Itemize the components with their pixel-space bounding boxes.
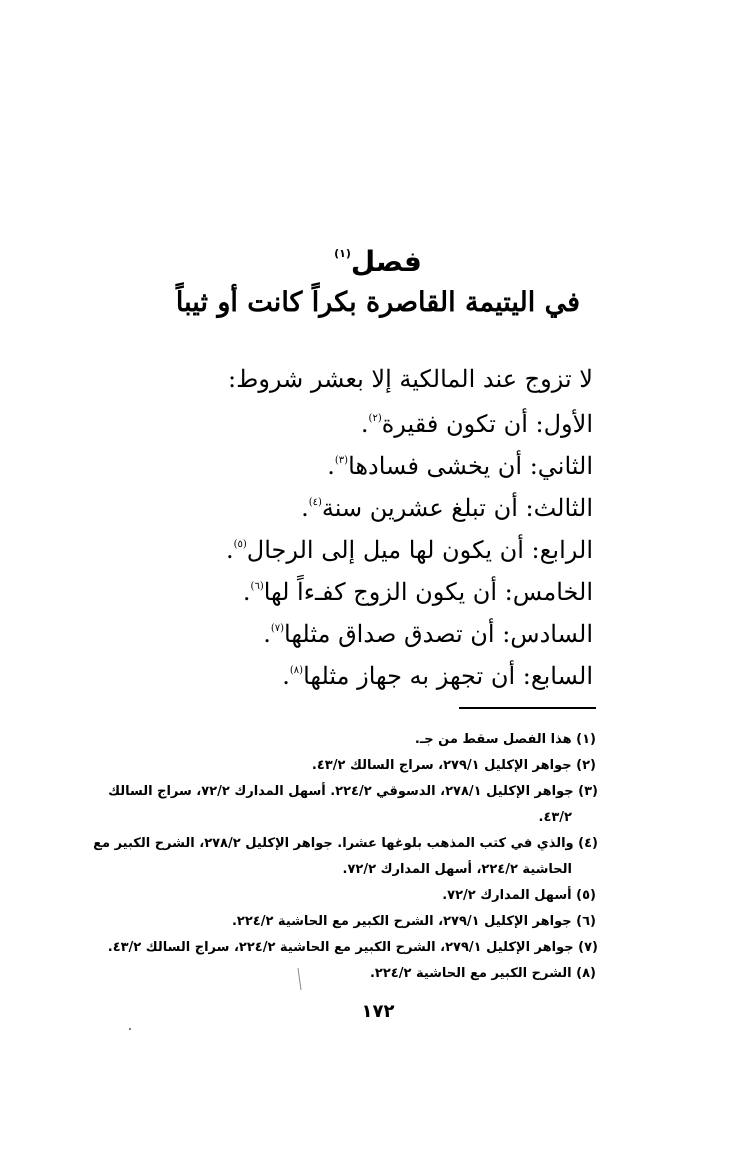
condition-end: . bbox=[360, 410, 369, 438]
condition-text: الثاني: أن يخشى فسادها bbox=[348, 452, 593, 480]
footnote-item: (٢) جواهر الإكليل ٢٧٩/١، سراج السالك ٤٣/٢. bbox=[311, 758, 596, 773]
footnote-item bbox=[0, 831, 598, 883]
condition-end: . bbox=[301, 494, 309, 522]
footnote-item bbox=[0, 779, 598, 831]
footnote-marker: (٨) bbox=[289, 665, 304, 676]
condition-text: الثالث: أن تبلغ عشرين سنة bbox=[321, 494, 593, 522]
condition-item bbox=[143, 400, 593, 442]
footnote-item: (٦) جواهر الإكليل ٢٧٩/١، الشرح الكبير مع الحاشية ٢٢٤/٢. bbox=[231, 914, 596, 929]
conditions-list bbox=[143, 360, 593, 694]
footnote-item: (٥) أسهل المدارك ٧٢/٢. bbox=[442, 888, 596, 903]
footnote-item: (٧) جواهر الإكليل ٢٧٩/١، الشرح الكبير مع الحاشية ٢٢٤/٢، سراج السالك ٤٣/٢. bbox=[107, 940, 598, 955]
condition-end: . bbox=[225, 536, 234, 564]
page-number: ١٧٢ bbox=[361, 1001, 395, 1022]
section-heading bbox=[0, 236, 756, 280]
section-heading-footnote-marker: (١) bbox=[334, 247, 351, 260]
footnote-continuation: ٤٣/٢. bbox=[538, 810, 572, 825]
section-subheading: في اليتيمة القاصرة بكراً كانت أو ثيباً bbox=[175, 287, 581, 318]
footnote-item: (٨) الشرح الكبير مع الحاشية ٢٢٤/٢. bbox=[369, 966, 596, 981]
scan-speck bbox=[129, 1028, 131, 1030]
condition-text: السادس: أن تصدق صداق مثلها bbox=[284, 620, 593, 648]
section-heading-title: فصل bbox=[350, 245, 422, 278]
condition-end: . bbox=[282, 662, 290, 690]
footnote-marker: (٣) bbox=[334, 455, 349, 466]
condition-text: الخامس: أن يكون الزوج كفـءاً لها bbox=[263, 578, 593, 606]
footnote-marker: (٧) bbox=[270, 623, 285, 634]
condition-item bbox=[143, 652, 593, 694]
footnote-marker: (٦) bbox=[250, 581, 264, 592]
condition-item bbox=[143, 610, 593, 652]
condition-end: . bbox=[263, 620, 271, 648]
footnote-continuation: الحاشية ٢٢٤/٢، أسهل المدارك ٧٢/٢. bbox=[342, 862, 572, 877]
condition-end: . bbox=[327, 452, 335, 480]
condition-item bbox=[143, 442, 593, 484]
footnote-separator bbox=[459, 707, 596, 709]
condition-text: الرابع: أن يكون لها ميل إلى الرجال bbox=[246, 536, 593, 564]
condition-item bbox=[143, 484, 593, 526]
footnote-text: (٣) جواهر الإكليل ٢٧٨/١، الدسوقي ٢٢٤/٢. أسهل المدارك ٧٢/٢، سراج السالك bbox=[108, 784, 598, 799]
footnote-marker: (٤) bbox=[308, 497, 322, 508]
footnote-text: (٤) والذي في كتب المذهب بلوغها عشرا. جواهر الإكليل ٢٧٨/٢، الشرح الكبير مع bbox=[93, 836, 598, 851]
condition-item bbox=[143, 526, 593, 568]
footnote-marker: (٥) bbox=[233, 539, 247, 550]
footnotes-list bbox=[93, 727, 598, 987]
conditions-intro: لا تزوج عند المالكية إلا بعشر شروط: bbox=[228, 365, 593, 393]
footnote-item: (١) هذا الفصل سقط من جـ. bbox=[414, 732, 596, 747]
condition-text: السابع: أن تجهز به جهاز مثلها bbox=[303, 662, 593, 690]
footnote-marker: (٢) bbox=[368, 413, 382, 424]
condition-end: . bbox=[242, 578, 251, 606]
condition-item bbox=[143, 568, 593, 610]
condition-text: الأول: أن تكون فقيرة bbox=[381, 410, 593, 438]
